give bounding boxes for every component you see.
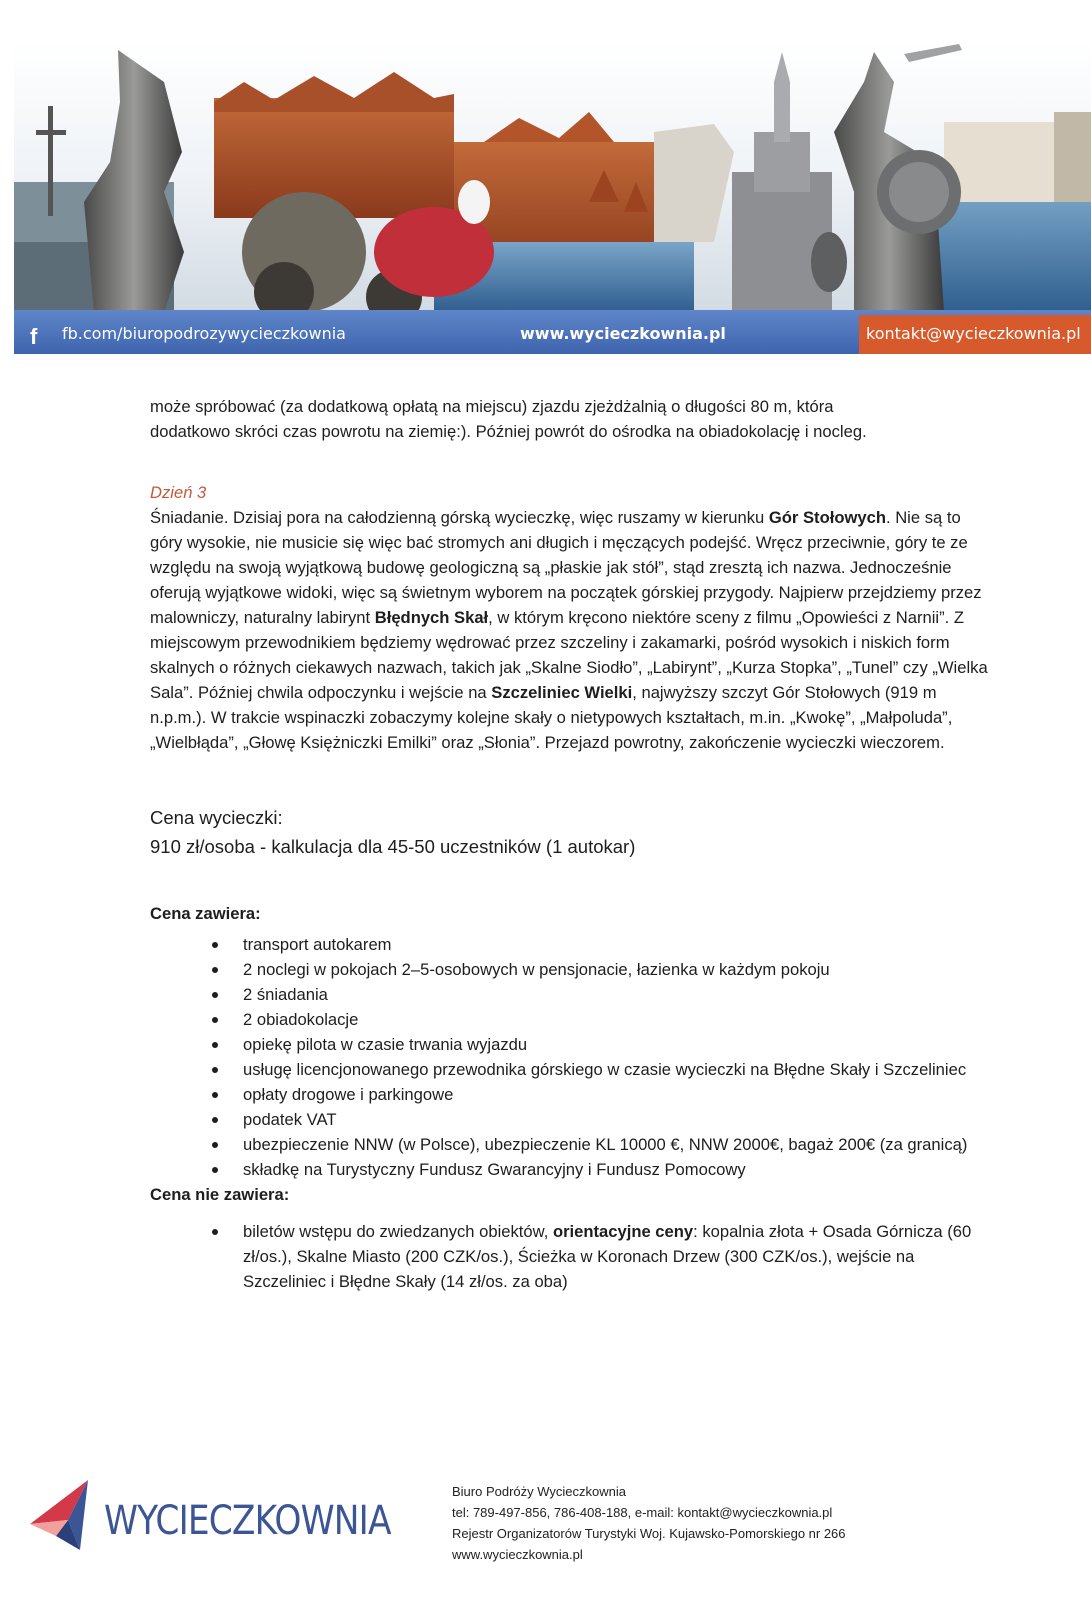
list-item	[243, 1219, 990, 1294]
document-body	[150, 394, 990, 1294]
intro-paragraph	[150, 394, 990, 444]
excludes-text-1: biletów wstępu do zwiedzanych obiektów,	[243, 1222, 553, 1241]
excludes-text-2: : kopalnia złota + Osada Górnicza (60 zł/os.), Skalne Miasto (200 CZK/os.), Ścieżka w Koronach Drzew (300 CZK/os.), wejście na Szczeliniec i Błędne Skały (14 zł/os. za oba)	[243, 1222, 972, 1291]
list-item: ubezpieczenie NNW (w Polsce), ubezpieczenie KL 10000 €, NNW 2000€, bagaż 200€ (za granicą)	[243, 1132, 990, 1157]
list-item: usługę licencjonowanego przewodnika górskiego w czasie wycieczki na Błędne Skały i Szczeliniec	[243, 1057, 990, 1082]
day-3-bold-gory-stolowe: Gór Stołowych	[768, 508, 886, 527]
website-link[interactable]: www.wycieczkownia.pl	[520, 324, 726, 343]
email-link[interactable]: kontakt@wycieczkownia.pl	[866, 324, 1081, 343]
intro-line-2: dodatkowo skróci czas powrotu na ziemię:). Później powrót do ośrodka na obiadokolację i nocleg.	[150, 422, 867, 441]
footer-registry: Rejestr Organizatorów Turystyki Woj. Kujawsko-Pomorskiego nr 266	[452, 1526, 846, 1541]
excludes-bold: orientacyjne ceny	[552, 1222, 694, 1241]
facebook-icon[interactable]: f	[30, 324, 38, 349]
list-item: transport autokarem	[243, 932, 990, 957]
excludes-list	[150, 1219, 990, 1294]
footer-website: www.wycieczkownia.pl	[452, 1547, 583, 1562]
footer-company: Biuro Podróży Wycieczkownia	[452, 1484, 627, 1499]
list-item: 2 noclegi w pokojach 2–5-osobowych w pensjonacie, łazienka w każdym pokoju	[243, 957, 990, 982]
includes-list	[150, 932, 990, 1182]
wycieczkownia-logo-icon	[30, 1480, 96, 1552]
day-3-bold-bledne-skaly: Błędnych Skał	[374, 608, 489, 627]
price-value: 910 zł/osoba - kalkulacja dla 45-50 uczestników (1 autokar)	[150, 836, 636, 857]
list-item: 2 śniadania	[243, 982, 990, 1007]
banner-collage-image	[14, 42, 1091, 354]
list-item: podatek VAT	[243, 1107, 990, 1132]
day-3-text-3: , w którym kręcono niektóre sceny z filmu „Opowieści z Narnii”. Z miejscowym przewodnikiem będziemy wędrować przez szczeliny i zakamarki, pośród wysokich i niskich form skalnych o różnych ciekawych nazwach, takich jak „Skalne Siodło”, „Labirynt”, „Kurza Stopka”, „Tunel” czy „Wielka Sala”. Później chwila odpoczynku i wejście na	[150, 608, 988, 702]
day-3-label: Dzień 3	[150, 483, 207, 502]
intro-line-1: może spróbować (za dodatkową opłatą na miejscu) zjazdu zjeżdżalnią o długości 80 m, która	[150, 397, 834, 416]
day-3-text-1: Śniadanie. Dzisiaj pora na całodzienną górską wycieczkę, więc ruszamy w kierunku	[150, 508, 769, 527]
day-3-text-4: , najwyższy szczyt Gór Stołowych (919 m n.p.m.). W trakcie wspinaczki zobaczymy kolejne skały o nietypowych kształtach, m.in. „Kwokę”, „Małpoluda”, „Wielbłąda”, „Głowę Księżniczki Emilki” oraz „Słonia”. Przejazd powrotny, zakończenie wycieczki wieczorem.	[150, 683, 953, 752]
footer-brand-name: WYCIECZKOWNIA	[104, 1498, 391, 1544]
list-item: opiekę pilota w czasie trwania wyjazdu	[243, 1032, 990, 1057]
header-banner	[14, 42, 1091, 354]
price-heading: Cena wycieczki:	[150, 807, 283, 828]
footer-contact-info	[452, 1481, 846, 1565]
day-3-text-2: . Nie są to góry wysokie, nie musicie się więc bać stromych ani długich i męczących podejść. Wręcz przeciwnie, góry te ze względu na swoją wyjątkową budowę geologiczną są „płaskie jak stół”, stąd zresztą ich nazwa. Jednocześnie oferują wyjątkowe widoki, więc są świetnym wyborem na początek górskiej przygody. Najpierw przejdziemy przez malowniczy, naturalny labirynt	[150, 508, 982, 627]
list-item: składkę na Turystyczny Fundusz Gwarancyjny i Fundusz Pomocowy	[243, 1157, 990, 1182]
day-3-description	[150, 505, 990, 755]
footer-phone-email: tel: 789-497-856, 786-408-188, e-mail: kontakt@wycieczkownia.pl	[452, 1505, 833, 1520]
list-item: 2 obiadokolacje	[243, 1007, 990, 1032]
includes-heading: Cena zawiera:	[150, 904, 261, 923]
excludes-heading: Cena nie zawiera:	[150, 1185, 290, 1204]
list-item: opłaty drogowe i parkingowe	[243, 1082, 990, 1107]
facebook-link[interactable]: fb.com/biuropodrozywycieczkownia	[62, 324, 346, 343]
day-3-bold-szczeliniec: Szczeliniec Wielki	[491, 683, 633, 702]
